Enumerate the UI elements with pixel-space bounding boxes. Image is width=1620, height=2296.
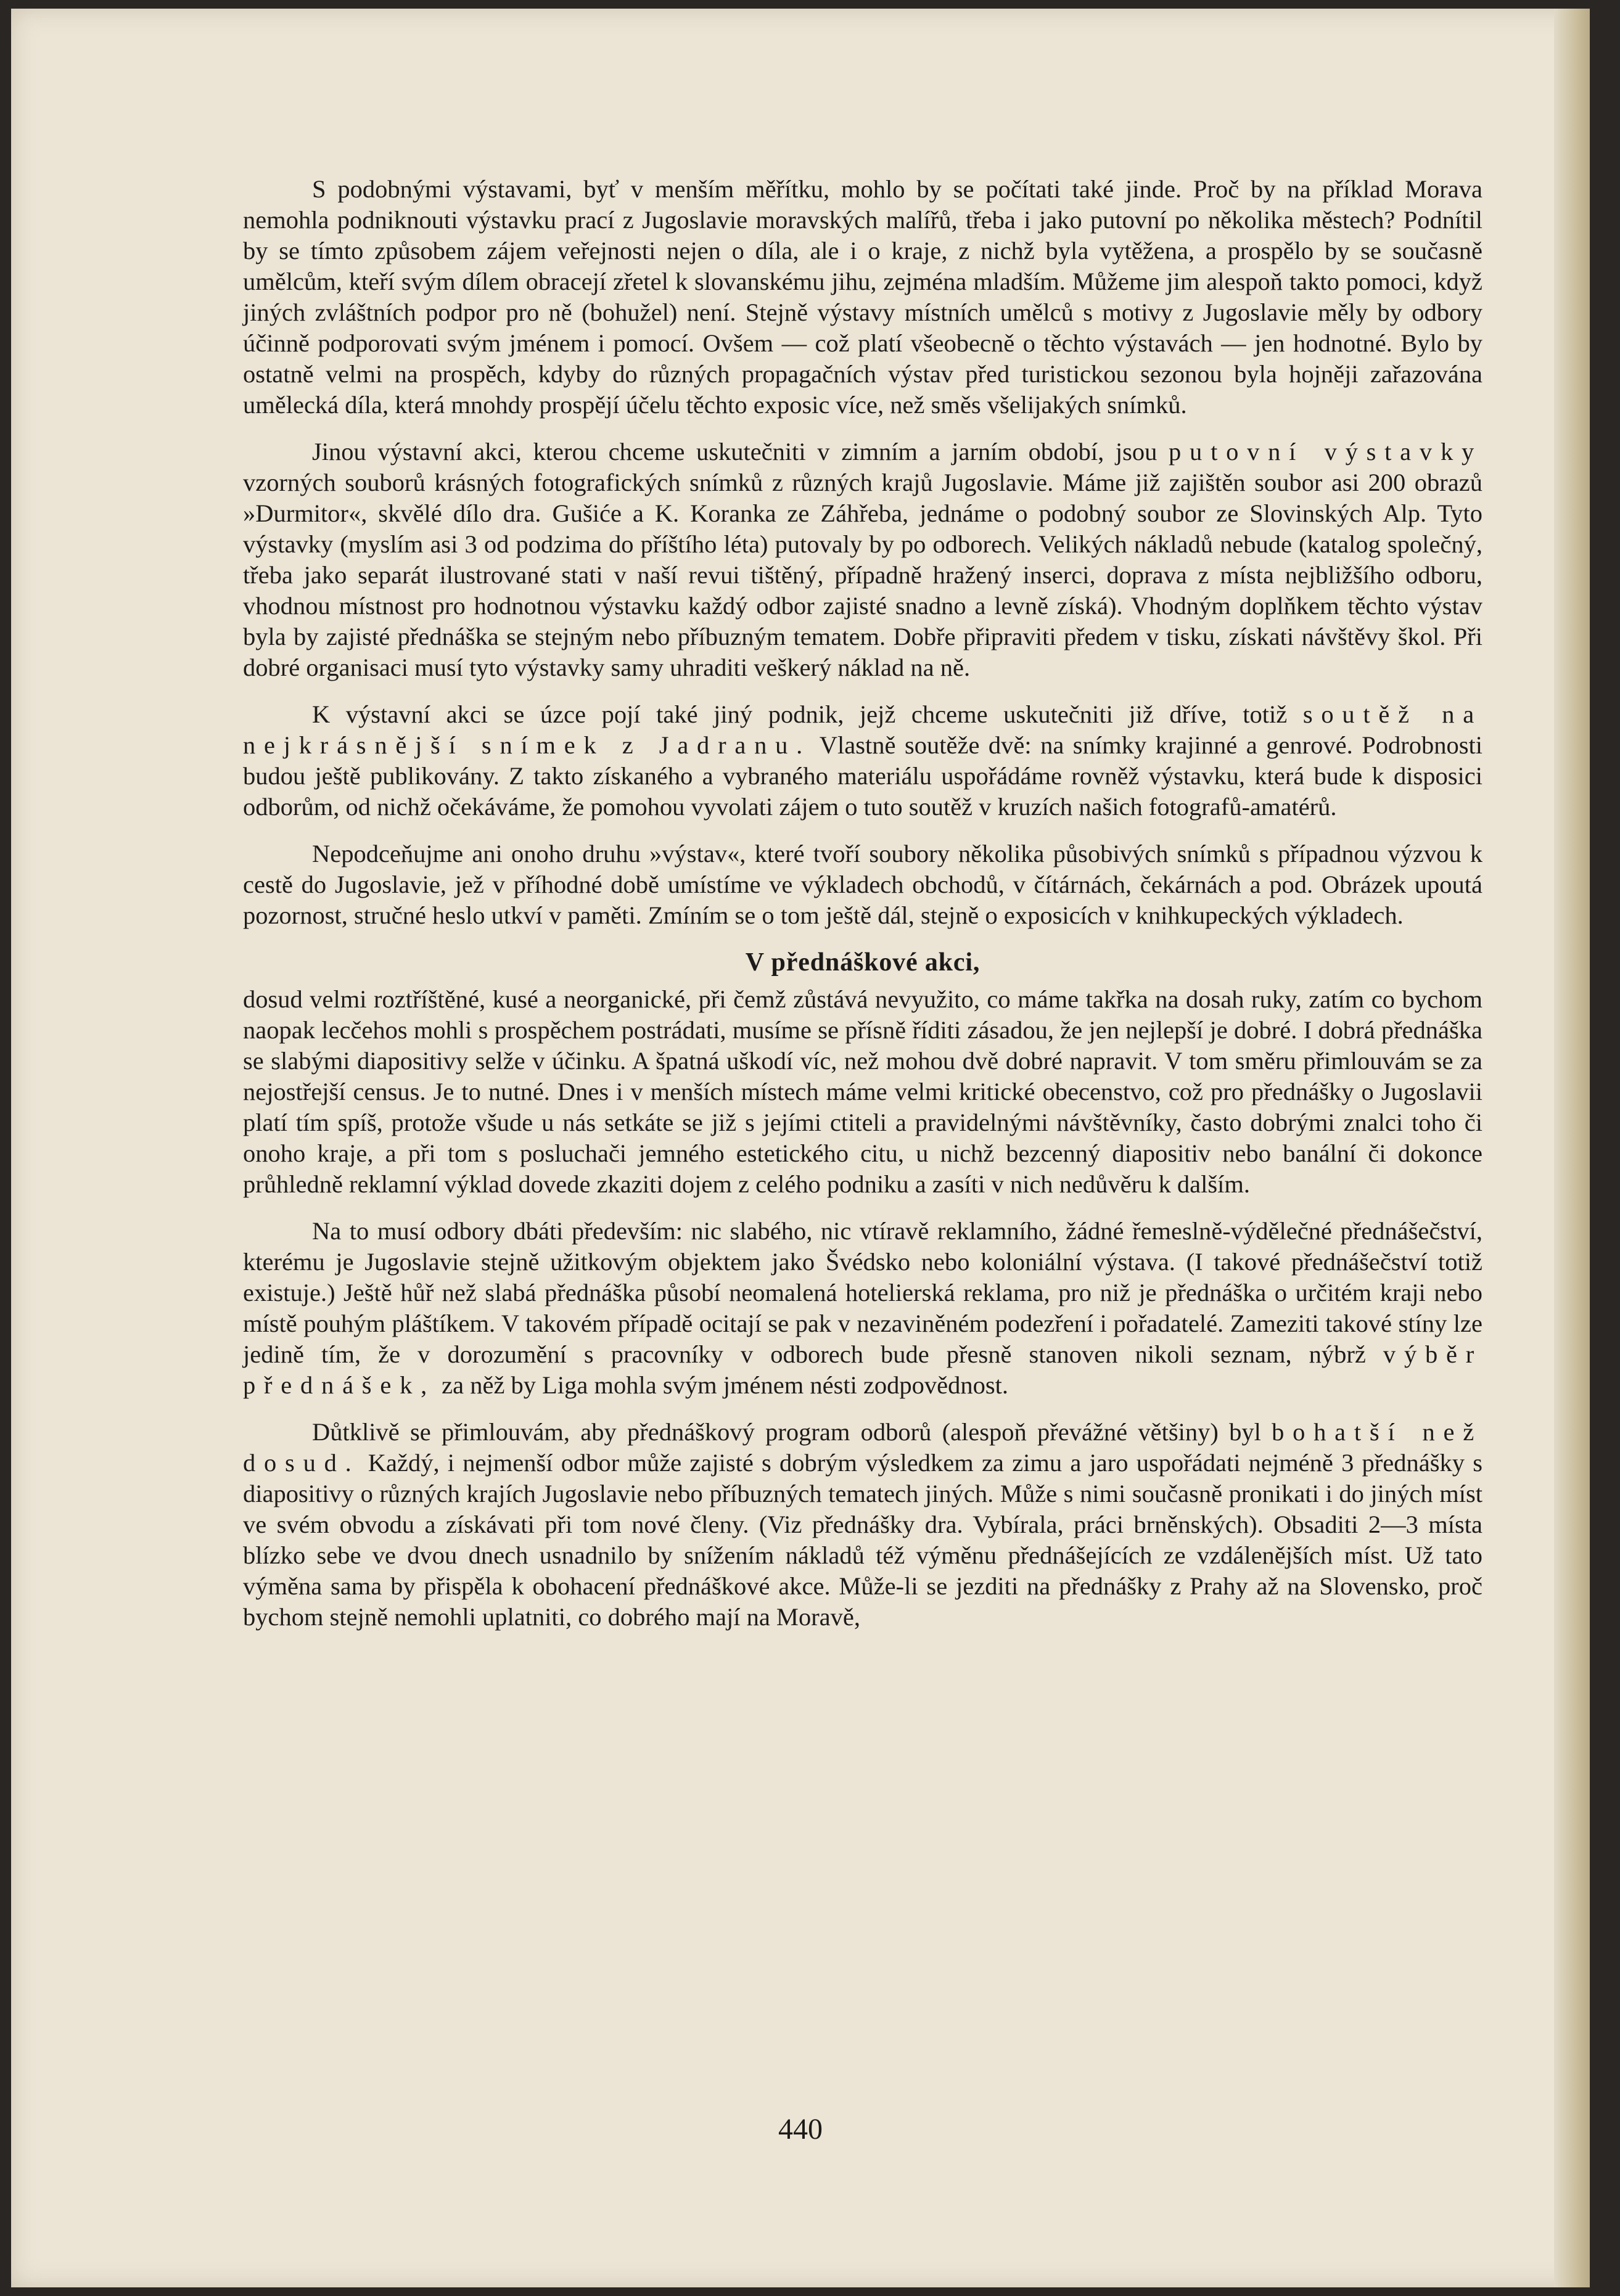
paragraph-6-start: Na to musí odbory dbáti především: nic slabého, nic vtíravě reklamního, žádné řemeslně-výdělečné přednášečství, kterému je Jugoslavie stejně užitkovým objektem jako Švédsko nebo koloniální výstava. (I takové přednášečství totiž existuje.) Ještě hůř než slabá přednáška působí neomalená hotelierská reklama, pro niž je přednáška o určitém kraji nebo místě pouhým pláštíkem. V takovém případě ocitají se pak v nezaviněném podezření i pořadatelé. Zameziti takové stíny lze jedině tím, že v dorozumění s pracovníky v odborech bude přesně stanoven nikoli seznam, nýbrž (243, 1217, 1482, 1368)
page-number: 440 (778, 2113, 823, 2146)
paragraph-7 (243, 1417, 1482, 1633)
body-text (243, 174, 1482, 1649)
paragraph-2 (243, 437, 1482, 683)
emphasis-bohatsi: bohatší než dosud. (243, 1418, 1483, 1477)
paragraph-2-end: vzorných souborů krásných fotografických snímků z různých krajů Jugoslavie. Máme již zajištěn soubor asi 200 obrazů »Durmitor«, skvělé dílo dra. Gušiće a K. Koranka ze Záhřeba, jednáme o podobný soubor ze Slovinských Alp. Tyto výstavky (myslím asi 3 od podzima do příštího léta) putovaly by po odborech. Velikých nákladů nebude (katalog společný, třeba jako separát ilustrované stati v naší revui tištěný, případně hražený inserci, doprava z místa nejbližšího odboru, vhodnou místnost pro hodnotnou výstavku každý odbor zajisté snadno a levně získá). Vhodným doplňkem těchto výstav byla by zajisté přednáška se stejným nebo příbuzným tematem. Dobře připraviti předem v tisku, získati návštěvy škol. Při dobré organisaci musí tyto výstavky samy uhraditi veškerý náklad na ně. (243, 469, 1482, 681)
paragraph-2-start: Jinou výstavní akci, kterou chceme uskutečniti v zimním a jarním období, jsou (312, 438, 1157, 465)
paragraph-3-end: Vlastně soutěže dvě: na snímky krajinné a genrové. Podrobnosti budou ještě publikovány. Z takto získaného a vybraného materiálu uspořádáme rovněž výstavku, která bude k disposici odborům, od nichž očekáváme, že pomohou vyvolati zájem o tuto soutěž v kruzích našich fotografů-amatérů. (243, 731, 1482, 821)
paragraph-7-end: Každý, i nejmenší odbor může zajisté s dobrým výsledkem za zimu a jaro uspořádati nejméně 3 přednášky s diapositivy o různých krajích Jugoslavie nebo příbuzných tematech jiných. Může s nimi současně pronikati i do jiných míst ve svém obvodu a získávati při tom nové členy. (Viz přednášky dra. Vybírala, práci brněnských). Obsaditi 2—3 místa blízko sebe ve dvou dnech usnadnilo by snížením nákladů též výměnu přednášejících ze vzdálenějších míst. Už tato výměna sama by přispěla k obohacení přednáškové akce. Může-li se jezditi na přednášky z Prahy až na Slovensko, proč bychom stejně nemohli uplatniti, co dobrého mají na Moravě, (243, 1449, 1482, 1631)
emphasis-putovni-vystavky: putovní výstavky (1169, 438, 1482, 465)
emphasis-vyber-prednasek: výběr přednášek, (243, 1340, 1482, 1399)
paragraph-5: dosud velmi roztříštěné, kusé a neorganické, při čemž zůstává nevyužito, co máme takřka na dosah ruky, zatím co bychom naopak lecčehos mohli s prospěchem postrádati, musíme se přísně říditi zásadou, že jen nejlepší je dobré. I dobrá přednáška se slabými diapositivy selže v účinku. A špatná uškodí víc, než mohou dvě dobré napravit. V tom směru přimlouvám se za nejostřejší census. Je to nutné. Dnes i v menších místech máme velmi kritické obecenstvo, což pro přednášky o Jugoslavii platí tím spíš, protože všude u nás setkáte se již s jejími ctiteli a pravidelnými návštěvníky, často dobrými znalci toho či onoho kraje, a při tom s posluchači jemného estetického citu, u nichž bezcenný diapositiv nebo banální či dokonce průhledně reklamní výklad dovede zkaziti dojem z celého podniku a zasíti v nich nedůvěru k dalším. (243, 985, 1482, 1198)
paragraph-7-start: Důtklivě se přimlouvám, aby přednáškový program odborů (alespoň převážné většiny) byl (312, 1418, 1261, 1446)
section-heading: V přednáškové akci, (745, 948, 981, 977)
book-binding-edge (1554, 9, 1590, 2287)
paragraph-6 (243, 1216, 1482, 1401)
book-page (11, 9, 1590, 2287)
emphasis-soutez: soutěž na nejkrásnější snímek z Jadranu. (243, 700, 1483, 759)
paragraph-3-start: K výstavní akci se úzce pojí také jiný podnik, jejž chceme uskutečniti již dříve, totiž (312, 700, 1288, 728)
paragraph-3 (243, 699, 1482, 822)
paragraph-4: Nepodceňujme ani onoho druhu »výstav«, které tvoří soubory několika působivých snímků s případnou výzvou k cestě do Jugoslavie, jež v příhodné době umístíme ve výkladech obchodů, v čítárnách, čekárnách a pod. Obrázek upoutá pozornost, stručné heslo utkví v paměti. Zmíním se o tom ještě dál, stejně o exposicích v knihkupeckých výkladech. (243, 840, 1482, 929)
paragraph-1: S podobnými výstavami, byť v menším měřítku, mohlo by se počítati také jinde. Proč by na příklad Morava nemohla podniknouti výstavku prací z Jugoslavie moravských malířů, třeba i jako putovní po několika městech? Podnítil by se tímto způsobem zájem veřejnosti nejen o díla, ale i o kraje, z nichž byla vytěžena, a prospělo by se současně umělcům, kteří svým dílem obracejí zřetel k slovanskému jihu, zejména mladším. Můžeme jim alespoň takto pomoci, když jiných zvláštních podpor pro ně (bohužel) není. Stejně výstavy místních umělců s motivy z Jugoslavie měly by odbory účinně podporovati svým jménem i pomocí. Ovšem — což platí všeobecně o těchto výstavách — jen hodnotné. Bylo by ostatně velmi na prospěch, kdyby do různých propagačních výstav před turistickou sezonou byla hojněji zařazována umělecká díla, která mnohdy prospějí účelu těchto exposic více, než směs všelijakých snímků. (243, 175, 1482, 419)
paragraph-6-end: za něž by Liga mohla svým jménem nésti zodpovědnost. (442, 1371, 1009, 1399)
